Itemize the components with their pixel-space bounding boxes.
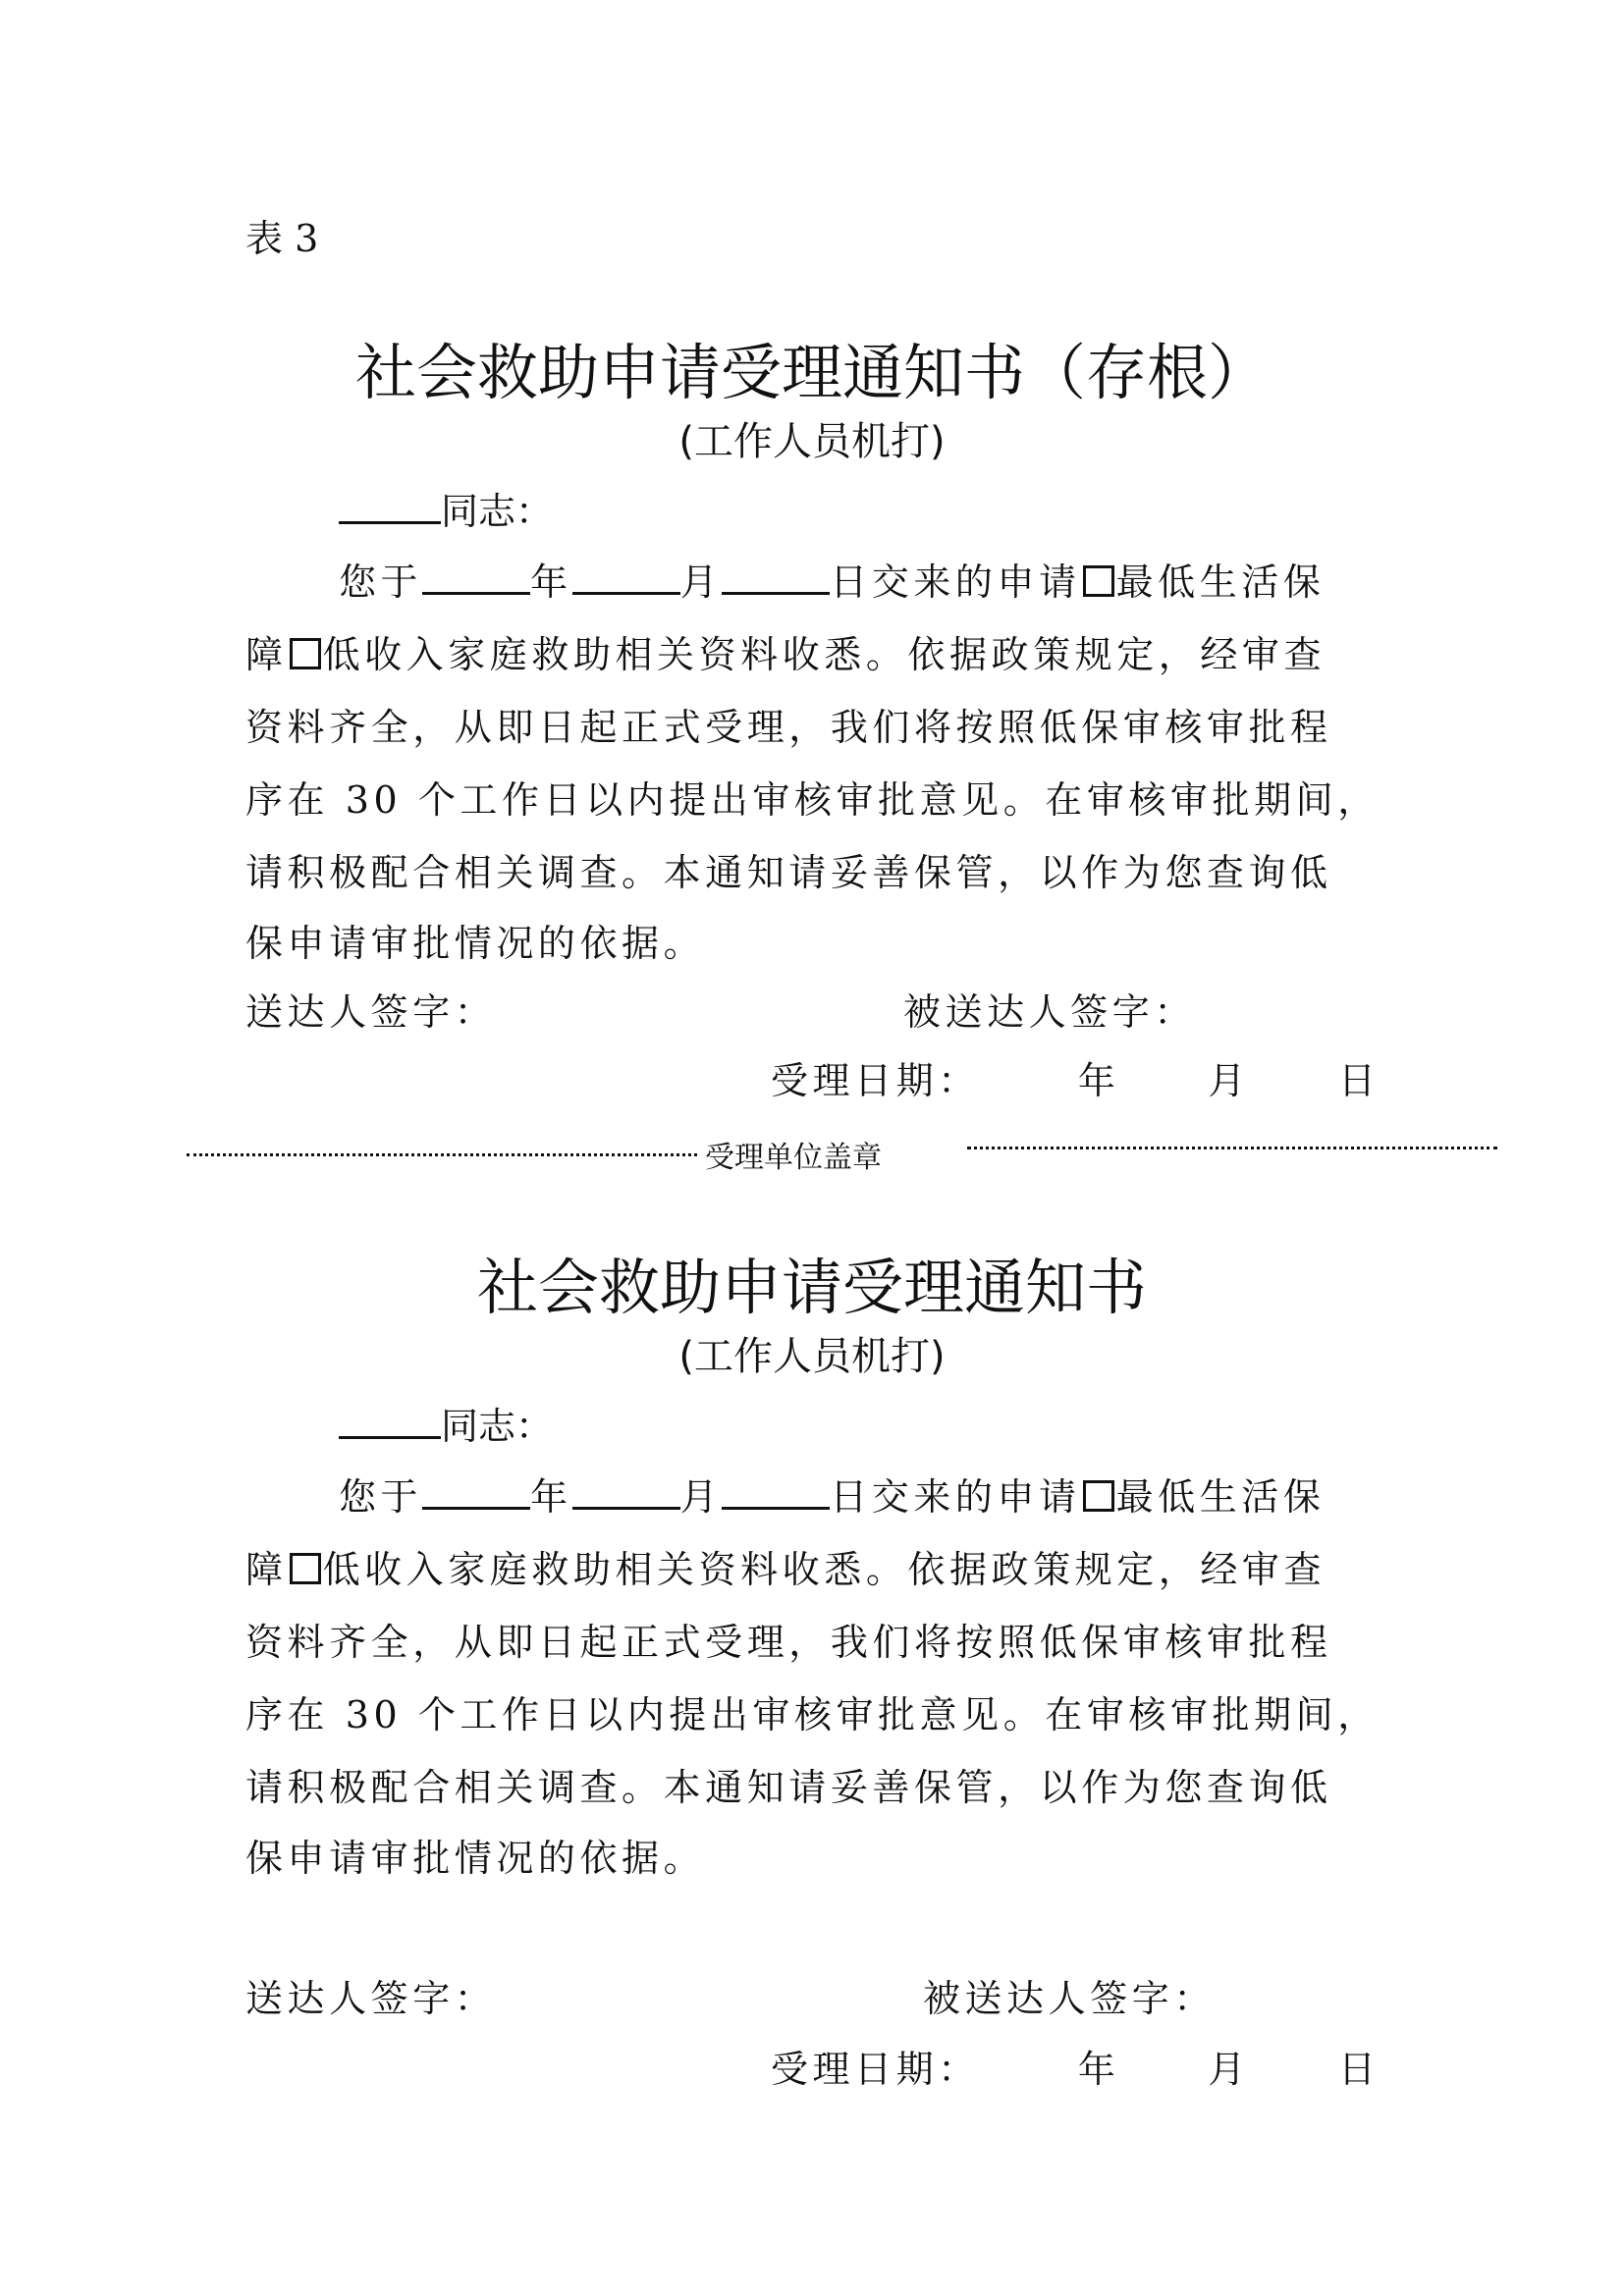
seal-label: 受理单位盖章 (705, 1141, 882, 1175)
stub-receiver-signature-label: 被送达人签字： (903, 990, 1196, 1034)
stub-line-3: 资料齐全，从即日起正式受理，我们将按照低保审核审批程 (245, 706, 1332, 749)
notice-line-4: 序在 30 个工作日以内提出审核审批意见。在审核审批期间， (245, 1693, 1380, 1736)
month-blank[interactable] (572, 1473, 680, 1510)
notice-receiver-signature-label: 被送达人签字： (923, 1977, 1216, 2020)
text: 日交来的申请 (830, 1475, 1081, 1519)
notice-title: 社会救助申请受理通知书 (476, 1252, 1147, 1323)
stub-line-5: 请积极配合相关调查。本通知请妥善保管，以作为您查询低 (245, 851, 1332, 894)
notice-line-6: 保申请审批情况的依据。 (245, 1837, 706, 1880)
text: 日 (1337, 1059, 1380, 1102)
text: 您于 (339, 1475, 423, 1519)
stub-line-4: 序在 30 个工作日以内提出审核审批意见。在审核审批期间， (245, 778, 1380, 822)
stub-line-2 (245, 624, 1326, 678)
year-blank[interactable] (422, 559, 530, 595)
checkbox-minimum-living[interactable] (1083, 565, 1114, 597)
day-blank[interactable] (722, 559, 830, 595)
text: 月 (679, 1475, 723, 1519)
text: 障 (245, 633, 288, 676)
notice-line-2 (245, 1539, 1326, 1593)
salutation-suffix: 同志： (441, 490, 554, 533)
stub-sender-signature-label: 送达人签字： (245, 990, 497, 1034)
checkbox-low-income[interactable] (290, 638, 321, 669)
text: 低收入家庭救助相关资料收悉。依据政策规定，经审查 (322, 1548, 1326, 1591)
notice-line-3: 资料齐全，从即日起正式受理，我们将按照低保审核审批程 (245, 1621, 1332, 1664)
text: 月 (1208, 1059, 1250, 1102)
month-blank[interactable] (572, 559, 680, 595)
text: 最低生活保 (1115, 561, 1326, 604)
stub-subtitle: (工作人员机打) (678, 419, 946, 464)
notice-date-row (771, 2039, 1380, 2093)
text: 日交来的申请 (830, 561, 1081, 604)
cut-line-left (187, 1153, 697, 1156)
year-blank[interactable] (422, 1473, 530, 1510)
cut-line-right (967, 1147, 1497, 1149)
name-blank[interactable] (339, 488, 441, 524)
notice-sender-signature-label: 送达人签字： (245, 1977, 497, 2020)
text: 年 (1077, 1059, 1120, 1102)
text: 受理日期： (771, 1059, 980, 1102)
text: 最低生活保 (1115, 1475, 1326, 1519)
stub-line-1 (339, 552, 1325, 606)
text: 您于 (339, 561, 423, 604)
stub-date-row (771, 1050, 1380, 1104)
notice-subtitle: (工作人员机打) (678, 1334, 946, 1379)
text: 障 (245, 1548, 288, 1591)
text: 受理日期： (771, 2048, 980, 2091)
text: 年 (530, 561, 572, 604)
checkbox-minimum-living[interactable] (1083, 1480, 1114, 1512)
checkbox-low-income[interactable] (290, 1553, 321, 1584)
text: 月 (679, 561, 723, 604)
salutation-suffix: 同志： (441, 1405, 554, 1448)
stub-salutation (339, 481, 553, 535)
text: 年 (530, 1475, 572, 1519)
name-blank[interactable] (339, 1403, 441, 1439)
notice-line-5: 请积极配合相关调查。本通知请妥善保管，以作为您查询低 (245, 1766, 1332, 1809)
text: 低收入家庭救助相关资料收悉。依据政策规定，经审查 (322, 633, 1326, 676)
day-blank[interactable] (722, 1473, 830, 1510)
table-label: 表 3 (245, 217, 319, 260)
text: 年 (1077, 2048, 1120, 2091)
stub-line-6: 保申请审批情况的依据。 (245, 922, 706, 965)
text: 月 (1208, 2048, 1250, 2091)
stub-title: 社会救助申请受理通知书（存根） (354, 337, 1269, 408)
text: 日 (1337, 2048, 1380, 2091)
notice-salutation (339, 1396, 553, 1450)
notice-line-1 (339, 1467, 1325, 1521)
